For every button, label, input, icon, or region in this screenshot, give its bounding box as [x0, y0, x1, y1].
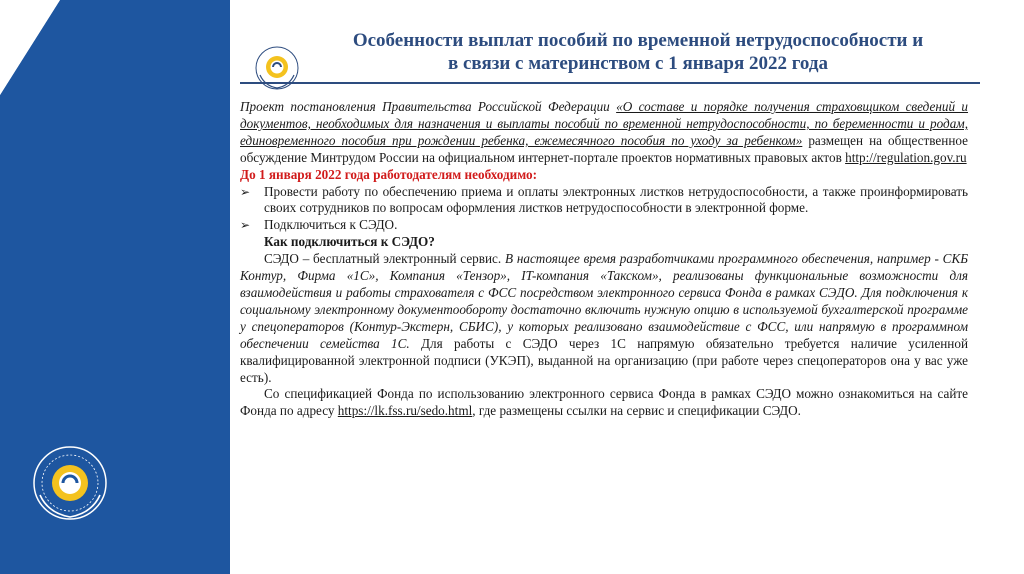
- sedo-end: Для работы с СЭДО через 1С напрямую обязательно требуется наличие усиленной квалифицированной электронной подписи (УКЭП), выданной на организацию (при работе через спецоператоров она у вас уже есть).: [240, 335, 968, 385]
- side-panel: [0, 0, 230, 574]
- spec-start: Со спецификацией Фонда по использованию электронного сервиса Фонда в рамках СЭДО можно ознакомиться на сайте Фонда по адресу: [240, 386, 968, 419]
- intro-rest: размещен на общественное обсуждение Минтрудом России на официальном интернет-портале проектов нормативных правовых актов: [240, 132, 968, 165]
- sedo-plain: СЭДО – бесплатный электронный сервис.: [264, 251, 505, 267]
- slide-title: [308, 29, 968, 75]
- spec-end: , где размещены ссылки на сервис и спецификации СЭДО.: [472, 403, 801, 419]
- fss-emblem-icon: [30, 443, 110, 523]
- slide-title-line-2: в связи с материнством с 1 января 2022 года: [447, 53, 828, 74]
- bullet-text: Провести работу по обеспечению приема и оплаты электронных листков нетрудоспособности, а также проинформировать своих сотрудников по вопросам оформления листков нетрудоспособности в электронной форме.: [264, 183, 968, 216]
- intro-quote: «О составе и порядке получения страховщиком сведений и документов, необходимых для назначения и выплаты пособий по временной нетрудоспособности, по беременности и родам, единовременного пособия при рождении ребенка, ежемесячного пособия по уходу за ребенком»: [240, 99, 969, 148]
- bullet-text: Подключиться к СЭДО.: [264, 217, 398, 233]
- red-heading: До 1 января 2022 года работодателям необходимо:: [240, 166, 538, 182]
- intro-paragraph: [240, 99, 968, 167]
- slide-title-line-1: Особенности выплат пособий по временной нетрудоспособности и: [352, 30, 924, 51]
- bullet-item: [240, 217, 968, 234]
- header-divider: [240, 82, 980, 84]
- intro-italic: Проект постановления Правительства Российской Федерации: [240, 99, 610, 114]
- arrowhead-bullet-icon: ➢: [240, 184, 251, 199]
- regulation-link[interactable]: http://regulation.gov.ru: [845, 149, 967, 165]
- spec-paragraph: [240, 386, 968, 420]
- sedo-paragraph: [240, 251, 968, 386]
- how-to-connect-heading: Как подключиться к СЭДО?: [264, 234, 435, 250]
- sedo-italic: В настоящее время разработчиками программного обеспечения, например - СКБ Контур, Фирма «1С», Компания «Тензор», IT-компания «Такском», реализованы функциональные возможности для взаимодействия и работы страхователя с ФСС посредством электронного сервиса Фонда в рамках СЭДО. Для подключения к социальному электронному документообороту достаточно включить нужную опцию в используемой бухгалтерской программе у спецоператоров (Контур-Экстерн, СБИС), у которых реализовано взаимодействие с ФСС, или напрямую в программном обеспечении семейства 1С.: [240, 251, 969, 351]
- sedo-link[interactable]: https://lk.fss.ru/sedo.html: [337, 403, 473, 419]
- slide-header: [238, 25, 983, 85]
- fss-emblem-icon: [254, 45, 300, 91]
- document-body: [240, 99, 968, 420]
- arrowhead-bullet-icon: ➢: [240, 218, 251, 233]
- bullet-item: [240, 184, 968, 218]
